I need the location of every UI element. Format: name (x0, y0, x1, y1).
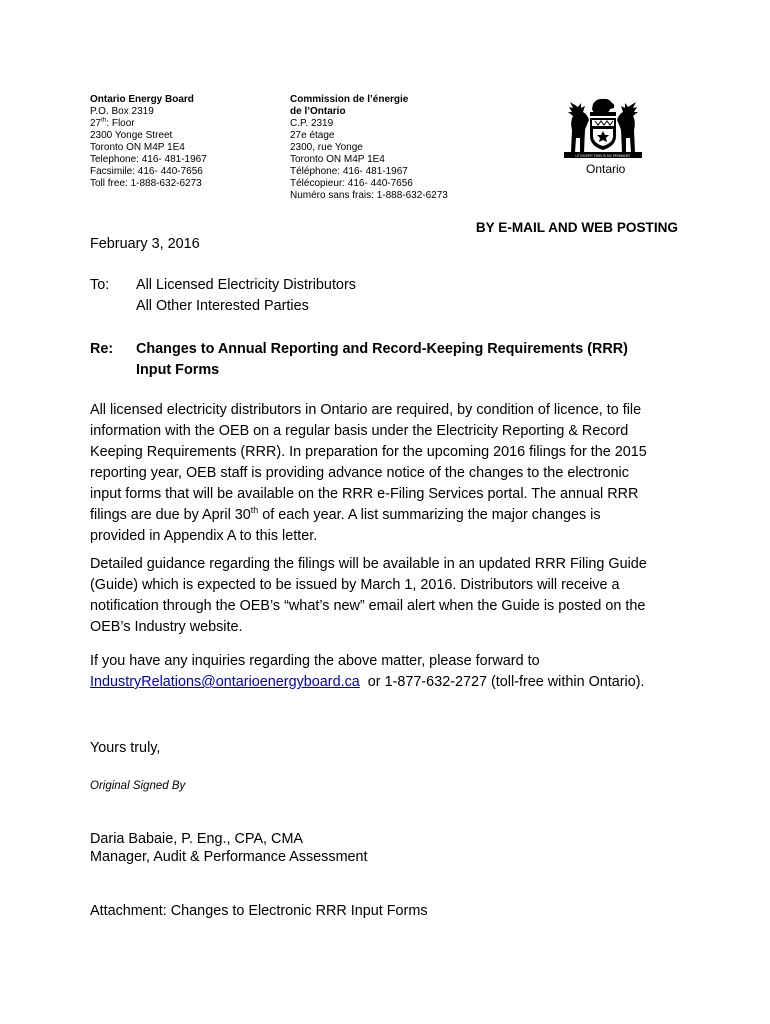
signer-block (90, 830, 368, 866)
telephone-french: Téléphone: 416- 481-1967 (290, 166, 408, 177)
closing: Yours truly, (90, 740, 161, 756)
facsimile-english: Facsimile: 416- 440-7656 (90, 166, 203, 177)
crest-caption: Ontario (586, 162, 626, 176)
crest-motto: UT INCEPIT FIDELIS SIC PERMANET (575, 153, 631, 158)
letter-date: February 3, 2016 (90, 236, 200, 252)
para2-line-2: (Guide) which is expected to be issued by March 1, 2016. Distributors will receive a (90, 577, 620, 593)
city-french: Toronto ON M4P 1E4 (290, 154, 385, 165)
org-name-french-1: Commission de l’énergie (290, 94, 409, 105)
to-label: To: (90, 277, 110, 293)
floor-french: 27e étage (290, 130, 335, 141)
para1-line-7: provided in Appendix A to this letter. (90, 528, 318, 544)
industry-relations-email-link[interactable]: IndustryRelations@ontarioenergyboard.ca (90, 674, 360, 690)
para3-line-2: IndustryRelations@ontarioenergyboard.ca or 1-877-632-2727 (toll-free within Ontario). (90, 674, 645, 690)
para2-line-3: notification through the OEB’s “what’s new” email alert when the Guide is posted on the (90, 598, 646, 614)
street-english: 2300 Yonge Street (90, 130, 173, 141)
subject-line-2: Input Forms (136, 362, 220, 378)
subject-line-1: Changes to Annual Reporting and Record-Keeping Requirements (RRR) (136, 341, 628, 357)
telephone-english: Telephone: 416- 481-1967 (90, 154, 207, 165)
para1-line-1: All licensed electricity distributors in Ontario are required, by condition of licence, to file (90, 402, 642, 418)
recipients (136, 275, 356, 317)
subject (136, 339, 628, 381)
paragraph-1 (90, 400, 690, 547)
street-french: 2300, rue Yonge (290, 142, 363, 153)
para1-line-3: Keeping Requirements (RRR). In preparation for the upcoming 2016 filings for the 2015 (90, 444, 647, 460)
attachment-note: Attachment: Changes to Electronic RRR Input Forms (90, 903, 428, 919)
ontario-coat-of-arms-logo (560, 92, 646, 180)
para3-line-1: If you have any inquiries regarding the above matter, please forward to (90, 653, 540, 669)
delivery-method: BY E-MAIL AND WEB POSTING (475, 220, 678, 235)
signer-title: Manager, Audit & Performance Assessment (90, 849, 368, 865)
paragraph-2 (90, 554, 690, 638)
po-box-english: P.O. Box 2319 (90, 106, 154, 117)
org-name-english: Ontario Energy Board (90, 94, 194, 105)
signature-note: Original Signed By (90, 780, 186, 792)
para1-line-6: filings are due by April 30th of each year. A list summarizing the major changes is (90, 505, 601, 523)
para1-line-2: information with the OEB on a regular basis under the Electricity Reporting & Record (90, 423, 629, 439)
floor-english: 27th: Floor (90, 116, 135, 129)
tollfree-french: Numéro sans frais: 1-888-632-6273 (290, 190, 448, 201)
recipient-1: All Licensed Electricity Distributors (136, 277, 356, 293)
para2-line-4: OEB’s Industry website. (90, 619, 243, 635)
para1-line-5: input forms that will be available on the RRR e-Filing Services portal. The annual RRR (90, 486, 639, 502)
po-box-french: C.P. 2319 (290, 118, 334, 129)
para2-line-1: Detailed guidance regarding the filings will be available in an updated RRR Filing Guide (90, 556, 647, 572)
re-label: Re: (90, 341, 114, 357)
city-english: Toronto ON M4P 1E4 (90, 142, 185, 153)
facsimile-french: Télécopieur: 416- 440-7656 (290, 178, 413, 189)
org-name-french-2: de l’Ontario (290, 106, 346, 117)
recipient-2: All Other Interested Parties (136, 298, 309, 314)
english-address-block (90, 94, 207, 190)
french-address-block (290, 94, 448, 202)
signer-name: Daria Babaie, P. Eng., CPA, CMA (90, 831, 304, 847)
paragraph-3 (90, 651, 690, 693)
para1-line-4: reporting year, OEB staff is providing advance notice of the changes to the electronic (90, 465, 629, 481)
tollfree-english: Toll free: 1-888-632-6273 (90, 178, 202, 189)
